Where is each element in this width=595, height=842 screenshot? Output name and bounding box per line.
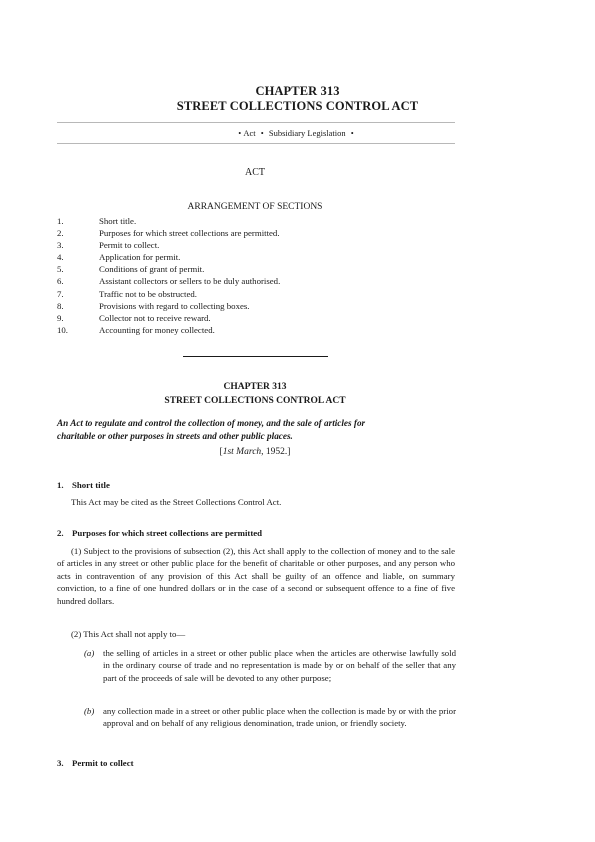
toc-number: 4. — [57, 252, 64, 263]
toc-row[interactable] — [57, 275, 477, 287]
commencement-year: , 1952.] — [261, 447, 291, 457]
commencement-date — [0, 447, 510, 457]
toc-number: 6. — [57, 276, 64, 287]
subsection-2-intro: (2) This Act shall not apply to— — [71, 629, 186, 639]
act-heading: ACT — [245, 167, 265, 178]
body-chapter-number: CHAPTER 313 — [223, 382, 287, 392]
paragraph-text: the selling of articles in a street or other public place when the articles are otherwise lawfully sold in the ordinary course of trade and no representation is made by or on behalf of the seller that any part of the proceeds of sale will be devoted to any other purpose; — [103, 648, 456, 683]
toc-title: Permit to collect. — [99, 240, 160, 251]
section-divider — [183, 356, 328, 357]
toc-row[interactable] — [57, 227, 477, 239]
nav-bullet: • — [260, 128, 264, 138]
toc-row[interactable] — [57, 215, 477, 227]
long-title-line: An Act to regulate and control the collection of money, and the sale of articles for — [57, 418, 366, 428]
toc-title: Collector not to receive reward. — [99, 312, 211, 323]
toc-title: Accounting for money collected. — [99, 324, 215, 335]
subsection-1: (1) Subject to the provisions of subsection (2), this Act shall apply to the collection of money and to the sale of articles in any street or other public place for the benefit of charitable or other purposes, and any person who acts in contravention of any provision of this Act shall be guilty of an offence and liable, on summary conviction, to a fine of one hundred dollars or in the case of a second or subsequent offence to a fine of five hundred dollars. — [57, 546, 455, 606]
act-title: STREET COLLECTIONS CONTROL ACT — [176, 99, 419, 113]
toc-title: Provisions with regard to collecting boxes. — [99, 300, 250, 311]
toc-row[interactable] — [57, 300, 477, 312]
section-number: 1. — [57, 480, 64, 490]
toc-number: 9. — [57, 312, 64, 323]
section-title: Purposes for which street collections are permitted — [72, 528, 263, 538]
toc-title: Conditions of grant of permit. — [99, 264, 205, 275]
document-nav — [0, 128, 595, 138]
commencement-day: 1st March — [222, 447, 262, 457]
nav-link-act[interactable]: Act — [243, 128, 256, 138]
toc-number: 8. — [57, 300, 64, 311]
section-title: Short title — [72, 480, 110, 490]
section-number: 3. — [57, 758, 64, 768]
toc-title: Application for permit. — [99, 252, 181, 263]
paragraph-label: (a) — [84, 648, 95, 658]
section-title: Permit to collect — [72, 758, 134, 768]
arrangement-of-sections — [57, 215, 477, 336]
paragraph-text: any collection made in a street or other public place when the collection is made by or with the prior approval and on behalf of any religious denomination, trade union, or friendly society. — [103, 706, 456, 729]
nav-bullet: • — [238, 128, 242, 138]
toc-number: 5. — [57, 264, 64, 275]
nav-bullet: • — [350, 128, 354, 138]
toc-number: 7. — [57, 288, 64, 299]
toc-number: 3. — [57, 240, 64, 251]
toc-title: Purposes for which street collections are permitted. — [99, 228, 280, 239]
nav-divider — [57, 143, 455, 144]
toc-row[interactable] — [57, 288, 477, 300]
paragraph-a — [84, 647, 456, 684]
top-divider — [57, 122, 455, 123]
toc-title: Assistant collectors or sellers to be duly authorised. — [99, 276, 281, 287]
toc-row[interactable] — [57, 324, 477, 336]
toc-title: Traffic not to be obstructed. — [99, 288, 197, 299]
section-3-heading — [57, 758, 134, 768]
toc-number: 1. — [57, 216, 64, 226]
section-2-heading — [57, 528, 262, 538]
toc-row[interactable] — [57, 263, 477, 275]
toc-title: Short title. — [99, 216, 137, 226]
section-number: 2. — [57, 528, 64, 538]
long-title — [57, 417, 455, 442]
section-1-text: This Act may be cited as the Street Collections Control Act. — [71, 497, 282, 507]
paragraph-b — [84, 705, 456, 730]
nav-link-subsidiary-legislation[interactable]: Subsidiary Legislation — [268, 128, 346, 138]
body-act-title: STREET COLLECTIONS CONTROL ACT — [164, 396, 346, 406]
toc-row[interactable] — [57, 239, 477, 251]
toc-row[interactable] — [57, 251, 477, 263]
section-1-heading — [57, 480, 110, 490]
toc-number: 2. — [57, 228, 64, 239]
paragraph-label: (b) — [84, 706, 95, 716]
chapter-number: CHAPTER 313 — [255, 84, 340, 98]
toc-number: 10. — [57, 324, 68, 335]
bracket: [ — [219, 447, 223, 457]
arrangement-heading: ARRANGEMENT OF SECTIONS — [187, 202, 323, 212]
long-title-line: charitable or other purposes in streets and other public places. — [57, 430, 293, 441]
toc-row[interactable] — [57, 312, 477, 324]
